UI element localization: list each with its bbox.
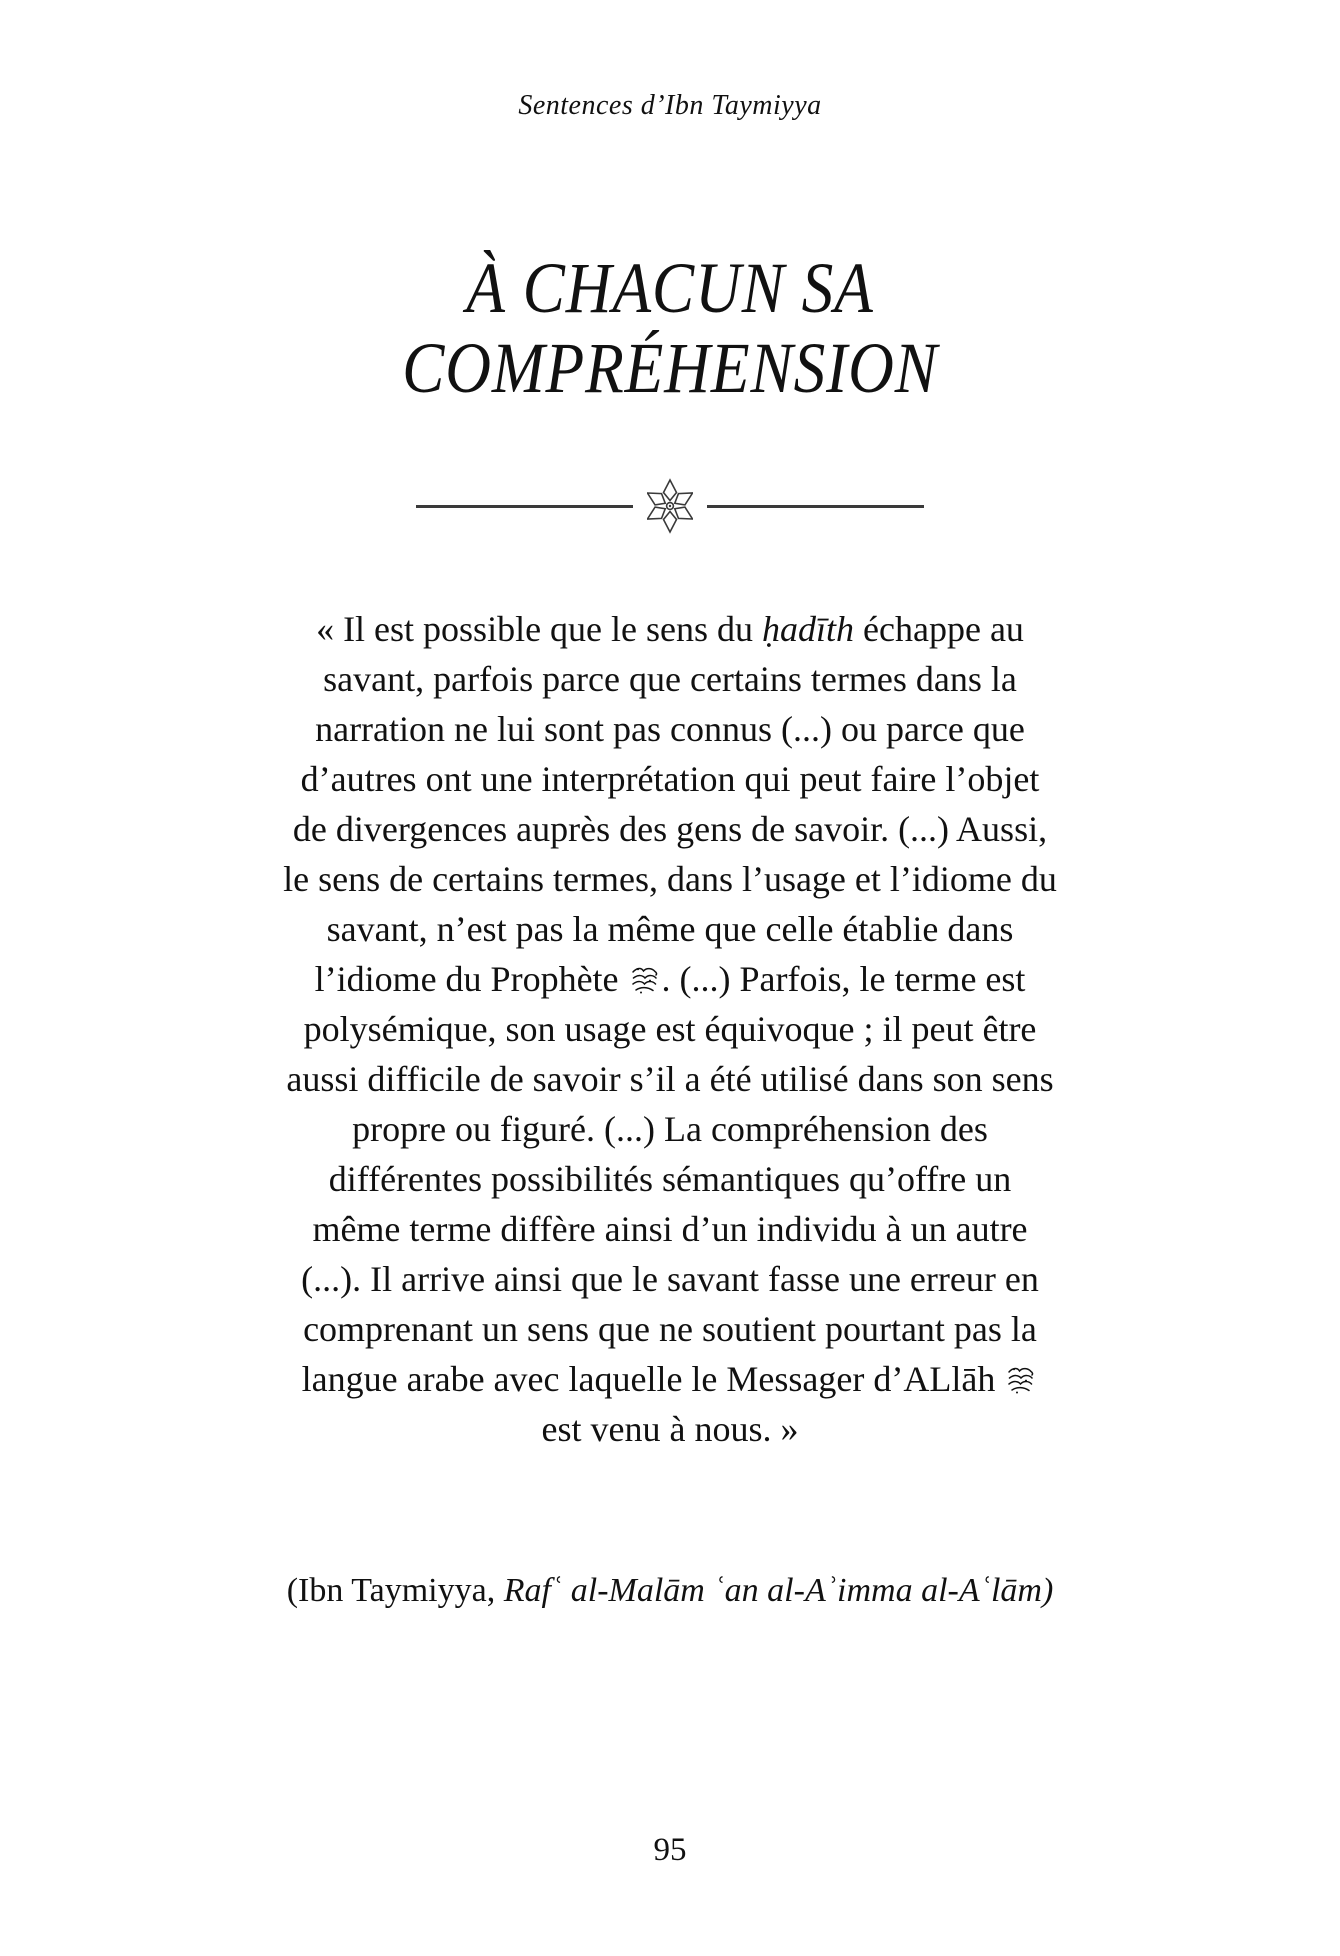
text-segment: narration ne lui sont pas connus (...) ou parce que [315, 709, 1025, 749]
text-segment: même terme diffère ainsi d’un individu à un autre [312, 1209, 1028, 1249]
quote-line [130, 654, 1210, 704]
quote-line [130, 1104, 1210, 1154]
section-divider [416, 478, 924, 534]
italic-text-segment: ḥadīth [762, 609, 855, 649]
quote-line [130, 704, 1210, 754]
divider-rule-right [707, 505, 924, 508]
page-number: 95 [653, 1832, 687, 1868]
saw-honorific-icon [1005, 1365, 1037, 1397]
quote-line [130, 1154, 1210, 1204]
chapter-title [80, 248, 1259, 408]
chapter-title-line1: À CHACUN SA [466, 248, 874, 328]
chapter-title-line2: COMPRÉHENSION [402, 328, 938, 408]
quote-line [130, 804, 1210, 854]
text-segment: l’idiome du Prophète [314, 959, 628, 999]
quote-line [130, 604, 1210, 654]
quote-line [130, 1204, 1210, 1254]
text-segment: est venu à nous. » [541, 1409, 799, 1449]
text-segment: échappe au [854, 609, 1024, 649]
text-segment: (...). Il arrive ainsi que le savant fasse une erreur en [301, 1259, 1039, 1299]
quote-line [130, 1004, 1210, 1054]
quote-line [130, 1304, 1210, 1354]
saw-honorific-icon [629, 965, 661, 997]
text-segment: propre ou figuré. (...) La compréhension des [352, 1109, 988, 1149]
text-segment: savant, parfois parce que certains termes dans la [323, 659, 1017, 699]
quote [130, 604, 1210, 1454]
attribution [0, 1572, 1340, 1610]
quote-line [130, 1404, 1210, 1454]
quote-line [130, 854, 1210, 904]
italic-text-segment: Rafʿ al-Malām ʿan al-Aʾimma al-Aʿlām) [503, 1572, 1054, 1609]
quote-line [130, 754, 1210, 804]
text-segment: le sens de certains termes, dans l’usage et l’idiome du [283, 859, 1057, 899]
text-segment: d’autres ont une interprétation qui peut faire l’objet [300, 759, 1040, 799]
quote-line [130, 904, 1210, 954]
text-segment: langue arabe avec laquelle le Messager d’ALlāh [301, 1359, 1005, 1399]
running-header: Sentences d’Ibn Taymiyya [518, 90, 822, 121]
text-segment: . (...) Parfois, le terme est [661, 959, 1026, 999]
text-segment: savant, n’est pas la même que celle établie dans [326, 909, 1014, 949]
text-segment: (Ibn Taymiyya, [286, 1572, 504, 1609]
text-segment: polysémique, son usage est équivoque ; il peut être [303, 1009, 1037, 1049]
divider-rule-left [416, 505, 633, 508]
quote-line [130, 1354, 1210, 1404]
text-segment: aussi difficile de savoir s’il a été utilisé dans son sens [286, 1059, 1054, 1099]
text-segment: comprenant un sens que ne soutient pourtant pas la [303, 1309, 1037, 1349]
text-segment: différentes possibilités sémantiques qu’offre un [328, 1159, 1012, 1199]
quote-line [130, 954, 1210, 1004]
quote-line [130, 1054, 1210, 1104]
quote-line [130, 1254, 1210, 1304]
six-petal-flower-icon [647, 478, 693, 534]
text-segment: « Il est possible que le sens du [316, 609, 763, 649]
text-segment: de divergences auprès des gens de savoir. (...) Aussi, [292, 809, 1048, 849]
